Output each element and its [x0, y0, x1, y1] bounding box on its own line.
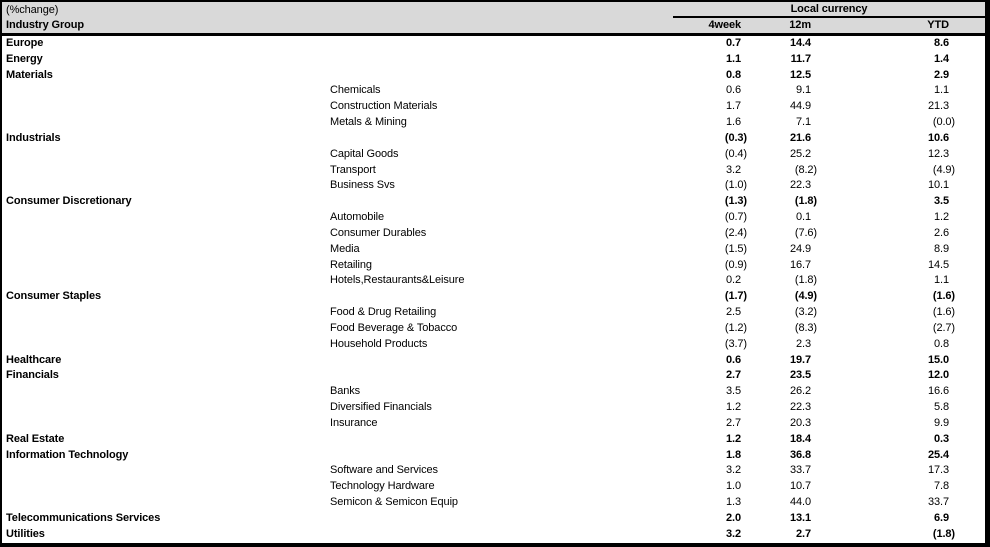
value-cell-12m: 12.5 — [789, 68, 811, 81]
value-cell-12m: 21.6 — [789, 131, 811, 144]
table-row — [2, 527, 985, 543]
local-currency-group-header — [673, 2, 985, 18]
industry-group-cell: Healthcare — [6, 353, 62, 366]
value-cell-ytd: 17.3 — [927, 464, 949, 477]
sub-industry-cell: Transport — [330, 163, 376, 176]
value-cell-12m: 16.7 — [789, 258, 811, 271]
sub-industry-cell: Insurance — [330, 416, 378, 429]
industry-group-column-header: Industry Group — [6, 19, 85, 31]
table-row — [2, 368, 985, 384]
industry-group-cell: Consumer Discretionary — [6, 195, 132, 208]
sub-industry-cell: Chemicals — [330, 84, 381, 97]
sub-industry-cell — [330, 289, 612, 305]
value-cell-12m: (4.9) — [794, 290, 817, 303]
industry-group-cell — [2, 163, 330, 179]
sub-industry-cell: Semicon & Semicon Equip — [330, 496, 458, 509]
value-cell-12m: (1.8) — [794, 195, 817, 208]
value-cell-ytd: 7.8 — [934, 480, 949, 493]
value-cell-12m: 11.7 — [790, 52, 811, 65]
sub-industry-cell — [330, 368, 612, 384]
value-cell-ytd: 25.4 — [927, 448, 949, 461]
value-cell-4week: 1.2 — [726, 432, 741, 445]
value-cell-ytd: (1.6) — [932, 306, 955, 319]
table-row — [2, 511, 985, 527]
value-cell-ytd: 6.9 — [934, 511, 949, 524]
industry-group-cell — [2, 495, 330, 511]
table-row — [2, 68, 985, 84]
table-row — [2, 353, 985, 369]
sub-industry-cell — [330, 432, 612, 448]
value-cell-ytd: 1.2 — [934, 211, 949, 224]
value-cell-12m: (8.3) — [794, 321, 817, 334]
value-cell-4week: 2.7 — [726, 416, 741, 429]
table-row — [2, 210, 985, 226]
value-cell-4week: (1.3) — [724, 195, 747, 208]
value-cell-12m: (3.2) — [794, 306, 817, 319]
value-cell-12m: 2.7 — [796, 527, 811, 540]
table-row — [2, 178, 985, 194]
value-cell-12m: 13.1 — [789, 511, 811, 524]
value-cell-12m: 10.7 — [789, 480, 811, 493]
value-cell-12m: 36.8 — [789, 448, 811, 461]
value-cell-12m: 26.2 — [789, 385, 811, 398]
value-cell-4week: 2.7 — [726, 369, 741, 382]
table-header — [2, 2, 985, 36]
table-row — [2, 242, 985, 258]
table-row — [2, 83, 985, 99]
value-cell-12m: (1.8) — [794, 274, 817, 287]
industry-group-cell — [2, 147, 330, 163]
sub-industry-cell: Automobile — [330, 211, 385, 224]
sub-industry-cell: Media — [330, 242, 360, 255]
value-cell-ytd: (1.6) — [932, 290, 955, 303]
table-row — [2, 194, 985, 210]
value-cell-4week: (0.9) — [724, 258, 747, 271]
value-cell-4week: 3.2 — [726, 464, 741, 477]
value-cell-4week: 2.5 — [726, 306, 741, 319]
table-row — [2, 163, 985, 179]
sub-industry-cell — [330, 448, 612, 464]
value-cell-ytd: (1.8) — [932, 527, 955, 540]
value-cell-4week: 1.3 — [726, 496, 741, 509]
industry-group-cell — [2, 99, 330, 115]
value-cell-ytd: 1.4 — [934, 52, 949, 65]
value-cell-4week: 1.2 — [726, 401, 741, 414]
value-cell-ytd: 5.8 — [934, 401, 949, 414]
table-row — [2, 99, 985, 115]
value-cell-12m: 9.1 — [796, 84, 811, 97]
value-cell-12m: 7.1 — [796, 116, 811, 129]
value-cell-ytd: (4.9) — [932, 163, 955, 176]
value-cell-ytd: (2.7) — [932, 321, 955, 334]
sub-industry-cell: Consumer Durables — [330, 226, 427, 239]
sub-industry-cell: Food & Drug Retailing — [330, 306, 437, 319]
value-cell-ytd: 12.3 — [927, 147, 949, 160]
value-cell-ytd: 9.9 — [934, 416, 949, 429]
table-row — [2, 226, 985, 242]
sub-industry-cell: Retailing — [330, 258, 372, 271]
value-cell-12m: (8.2) — [794, 163, 817, 176]
table-row — [2, 273, 985, 289]
column-header-4week: 4week — [708, 19, 741, 31]
industry-group-cell — [2, 242, 330, 258]
sub-industry-cell — [330, 527, 612, 543]
value-cell-ytd: 14.5 — [927, 258, 949, 271]
table-row — [2, 36, 985, 52]
value-cell-4week: (2.4) — [724, 226, 747, 239]
industry-group-cell: Industrials — [6, 131, 61, 144]
sub-industry-cell: Banks — [330, 385, 361, 398]
sub-industry-cell: Capital Goods — [330, 147, 399, 160]
value-cell-ytd: 16.6 — [927, 385, 949, 398]
value-cell-ytd: 10.1 — [927, 179, 949, 192]
industry-group-cell: Real Estate — [6, 432, 65, 445]
sub-industry-cell: Food Beverage & Tobacco — [330, 321, 458, 334]
value-cell-4week: 0.6 — [726, 84, 741, 97]
industry-group-cell: Information Technology — [6, 448, 129, 461]
value-cell-12m: 20.3 — [789, 416, 811, 429]
industry-group-cell — [2, 384, 330, 400]
industry-group-cell — [2, 258, 330, 274]
sub-industry-cell: Diversified Financials — [330, 401, 432, 414]
table-row — [2, 147, 985, 163]
table-row — [2, 337, 985, 353]
table-row — [2, 258, 985, 274]
column-header-12m: 12m — [789, 19, 811, 31]
industry-group-cell — [2, 305, 330, 321]
value-cell-ytd: 8.9 — [934, 242, 949, 255]
value-cell-12m: 24.9 — [789, 242, 811, 255]
value-cell-4week: (0.7) — [724, 211, 747, 224]
value-cell-12m: 0.1 — [796, 211, 811, 224]
value-cell-12m: 19.7 — [789, 353, 811, 366]
value-cell-ytd: 15.0 — [927, 353, 949, 366]
table-row — [2, 400, 985, 416]
value-cell-12m: 25.2 — [789, 147, 811, 160]
value-cell-ytd: 2.6 — [934, 226, 949, 239]
industry-group-cell: Energy — [6, 52, 43, 65]
value-cell-ytd: 33.7 — [927, 496, 949, 509]
industry-group-cell — [2, 479, 330, 495]
sub-industry-cell — [330, 194, 612, 210]
industry-group-cell: Utilities — [6, 527, 45, 540]
sub-industry-cell — [330, 52, 612, 68]
value-cell-ytd: 0.8 — [934, 337, 949, 350]
value-cell-12m: 18.4 — [789, 432, 811, 445]
table-row — [2, 432, 985, 448]
table-row — [2, 115, 985, 131]
sub-industry-cell: Metals & Mining — [330, 116, 407, 129]
value-cell-ytd: 3.5 — [934, 195, 949, 208]
sub-industry-cell: Software and Services — [330, 464, 438, 477]
value-cell-4week: (0.3) — [724, 131, 747, 144]
industry-group-cell — [2, 337, 330, 353]
column-header-ytd: YTD — [927, 19, 949, 31]
local-currency-label: Local currency — [790, 3, 868, 15]
percent-change-note: (%change) — [6, 4, 59, 16]
sub-industry-cell — [330, 68, 612, 84]
value-cell-4week: (0.4) — [724, 147, 747, 160]
table-row — [2, 305, 985, 321]
value-cell-12m: 14.4 — [789, 37, 811, 49]
industry-group-cell — [2, 400, 330, 416]
industry-group-cell: Consumer Staples — [6, 290, 101, 303]
industry-group-cell — [2, 83, 330, 99]
value-cell-4week: 1.8 — [726, 448, 741, 461]
sub-industry-column-spacer — [330, 18, 612, 33]
sub-industry-cell: Business Svs — [330, 179, 395, 192]
value-cell-ytd: 2.9 — [934, 68, 949, 81]
value-cell-4week: 1.1 — [726, 52, 741, 65]
table-row — [2, 479, 985, 495]
value-cell-4week: 3.2 — [726, 527, 741, 540]
sub-industry-cell: Hotels,Restaurants&Leisure — [330, 274, 465, 287]
value-cell-4week: 3.2 — [726, 163, 741, 176]
table-row — [2, 416, 985, 432]
value-cell-4week: 0.2 — [726, 274, 741, 287]
sub-industry-cell: Household Products — [330, 337, 428, 350]
value-cell-4week: 1.6 — [726, 116, 741, 129]
table-row — [2, 384, 985, 400]
value-cell-4week: (1.0) — [724, 179, 747, 192]
value-cell-12m: 22.3 — [789, 179, 811, 192]
value-cell-4week: 0.7 — [726, 37, 741, 49]
value-cell-4week: 0.6 — [726, 353, 741, 366]
value-cell-ytd: 10.6 — [927, 131, 949, 144]
value-cell-4week: 3.5 — [726, 385, 741, 398]
value-cell-4week: (3.7) — [724, 337, 747, 350]
table-row — [2, 463, 985, 479]
sub-industry-cell — [330, 511, 612, 527]
value-cell-12m: 22.3 — [789, 401, 811, 414]
industry-group-cell — [2, 463, 330, 479]
value-cell-ytd: 12.0 — [927, 369, 949, 382]
value-cell-4week: 1.0 — [726, 480, 741, 493]
industry-group-cell: Europe — [6, 37, 44, 49]
industry-group-cell: Financials — [6, 369, 59, 382]
table-row — [2, 131, 985, 147]
industry-group-cell — [2, 178, 330, 194]
value-cell-4week: (1.5) — [724, 242, 747, 255]
value-cell-ytd: 8.6 — [934, 37, 949, 49]
industry-group-cell — [2, 115, 330, 131]
value-cell-4week: 0.8 — [726, 68, 741, 81]
sub-industry-cell: Construction Materials — [330, 100, 438, 113]
value-cell-ytd: 1.1 — [934, 84, 949, 97]
value-cell-12m: 44.9 — [789, 100, 811, 113]
table-row — [2, 289, 985, 305]
industry-group-cell — [2, 226, 330, 242]
value-cell-ytd: 21.3 — [927, 100, 949, 113]
table-row — [2, 52, 985, 68]
header-row-columns — [2, 18, 985, 33]
value-cell-ytd: 0.3 — [934, 432, 949, 445]
value-cell-ytd: (0.0) — [932, 116, 955, 129]
table-row — [2, 495, 985, 511]
industry-group-cell — [2, 321, 330, 337]
industry-group-cell: Materials — [6, 68, 53, 81]
value-cell-4week: 2.0 — [726, 511, 741, 524]
industry-group-cell: Telecommunications Services — [6, 511, 161, 524]
sub-industry-cell — [330, 131, 612, 147]
industry-group-cell — [2, 210, 330, 226]
value-cell-4week: (1.7) — [724, 290, 747, 303]
header-row-currency — [2, 2, 985, 18]
sub-industry-cell — [330, 36, 612, 52]
value-cell-4week: 1.7 — [726, 100, 741, 113]
sub-industry-cell: Technology Hardware — [330, 480, 435, 493]
table-row — [2, 321, 985, 337]
value-cell-12m: 2.3 — [796, 337, 811, 350]
industry-group-cell — [2, 416, 330, 432]
value-cell-12m: 23.5 — [789, 369, 811, 382]
table-body — [2, 36, 985, 543]
value-cell-12m: 44.0 — [789, 496, 811, 509]
industry-group-cell — [2, 273, 330, 289]
value-cell-12m: (7.6) — [794, 226, 817, 239]
value-cell-4week: (1.2) — [724, 321, 747, 334]
value-cell-12m: 33.7 — [789, 464, 811, 477]
value-cell-ytd: 1.1 — [934, 274, 949, 287]
table-row — [2, 448, 985, 464]
sub-industry-cell — [330, 353, 612, 369]
